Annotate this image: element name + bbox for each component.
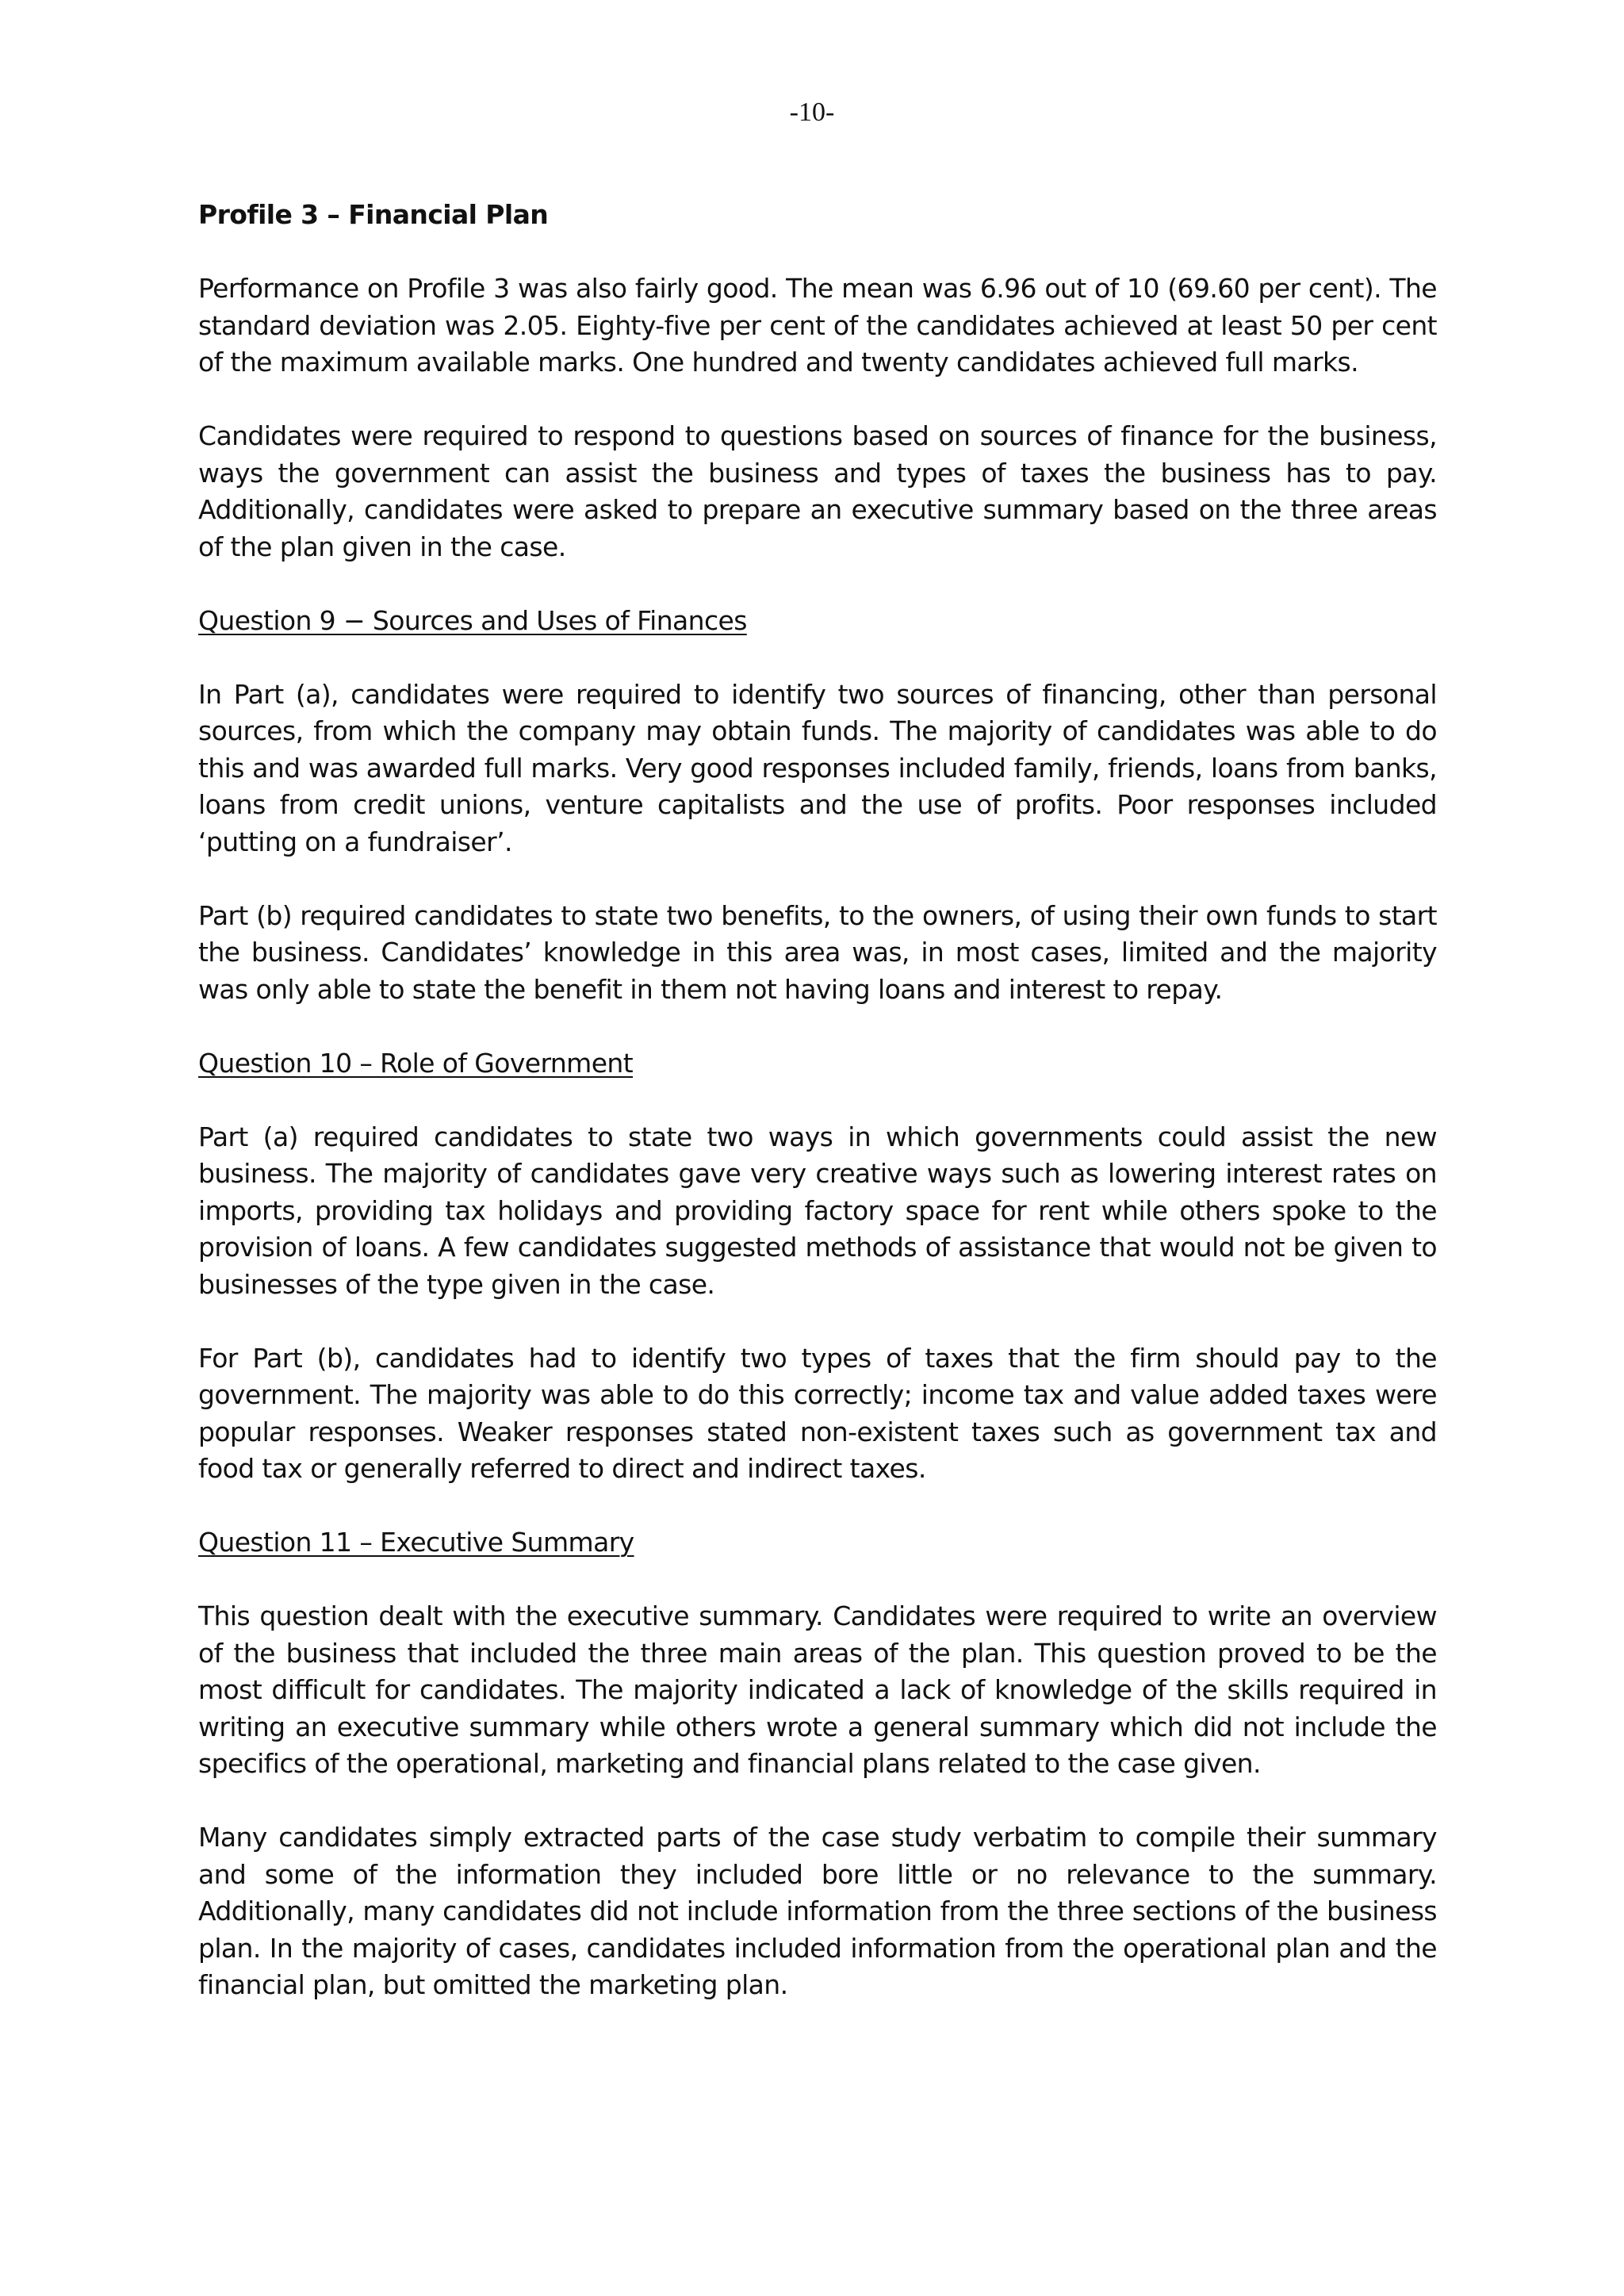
- question-10-title: Question 10 – Role of Government: [198, 1047, 634, 1079]
- question-11-title: Question 11 – Executive Summary: [198, 1527, 634, 1558]
- question-9-part-a: In Part (a), candidates were required to identify two sources of financing, other than personal sources, from which the company may obtain funds. The majority of candidates was able to do this and was awarded full marks. Very good responses included family, friends, loans from banks, loans from credit unions, venture capitalists and the use of profits. Poor responses included ‘putting on a fundraiser’.: [198, 678, 1437, 857]
- question-10-part-a: Part (a) required candidates to state two ways in which governments could assist the new business. The majority of candidates gave very creative ways such as lowering interest rates on imports, providing tax holidays and providing factory space for rent while others spoke to the provision of loans. A few candidates suggested methods of assistance that would not be given to businesses of the type given in the case.: [198, 1121, 1437, 1300]
- question-11-paragraph-2: Many candidates simply extracted parts of the case study verbatim to compile their summary and some of the information they included bore little or no relevance to the summary. Additionally, many candidates did not include information from the three sections of the business plan. In the majority of cases, candidates included information from the operational plan and the financial plan, but omitted the marketing plan.: [198, 1822, 1437, 2000]
- question-10-part-b: For Part (b), candidates had to identify two types of taxes that the firm should pay to the government. The majority was able to do this correctly; income tax and value added taxes were popular responses. Weaker responses stated non-existent taxes such as government tax and food tax or generally referred to direct and indirect taxes.: [198, 1342, 1437, 1484]
- question-9-part-b: Part (b) required candidates to state two benefits, to the owners, of using their own funds to start the business. Candidates’ knowledge in this area was, in most cases, limited and the majority was only able to state the benefit in them not having loans and interest to repay.: [198, 899, 1437, 1005]
- question-11-paragraph-1: This question dealt with the executive summary. Candidates were required to write an overview of the business that included the three main areas of the plan. This question proved to be the most difficult for candidates. The majority indicated a lack of knowledge of the skills required in writing an executive summary while others wrote a general summary which did not include the specifics of the operational, marketing and financial plans related to the case given.: [198, 1600, 1437, 1779]
- intro-paragraph-performance: Performance on Profile 3 was also fairly good. The mean was 6.96 out of 10 (69.60 per cent). The standard deviation was 2.05. Eighty-five per cent of the candidates achieved at least 50 per cent of the maximum available marks. One hundred and twenty candidates achieved full marks.: [198, 273, 1437, 378]
- intro-paragraph-requirements: Candidates were required to respond to questions based on sources of finance for the business, ways the government can assist the business and types of taxes the business has to pay. Additionally, candidates were asked to prepare an executive summary based on the three areas of the plan given in the case.: [198, 420, 1437, 562]
- page-number: -10-: [789, 98, 835, 127]
- question-9-title: Question 9 − Sources and Uses of Finances: [198, 604, 747, 636]
- section-title: Profile 3 – Financial Plan: [198, 199, 549, 230]
- document-body: [198, 197, 1437, 2041]
